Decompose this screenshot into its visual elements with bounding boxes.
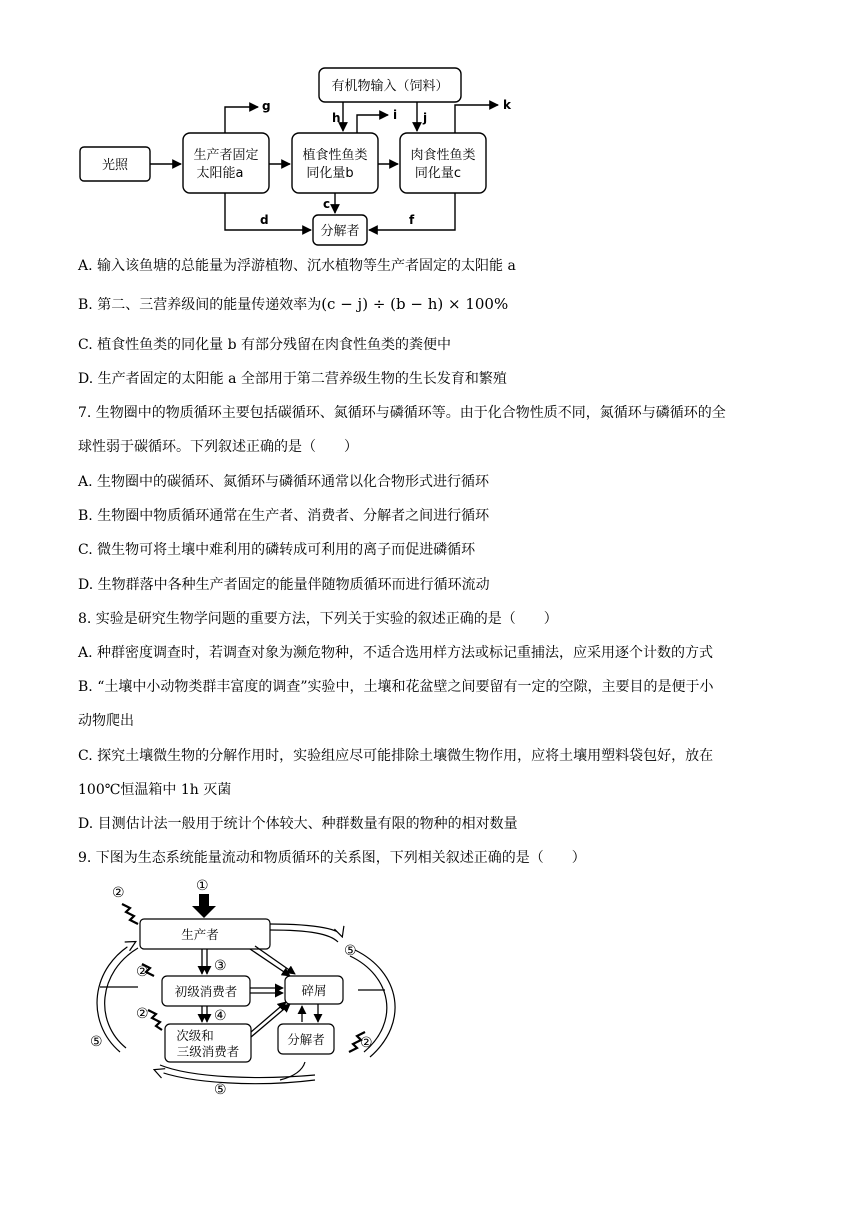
marker-3: ③ — [214, 958, 227, 974]
q6-option-c: C. 植食性鱼类的同化量 b 有部分残留在肉食性鱼类的粪便中 — [78, 337, 451, 353]
q8-option-c-line2: 100℃恒温箱中 1h 灭菌 — [78, 782, 232, 798]
q8-option-d: D. 目测估计法一般用于统计个体较大、种群数量有限的物种的相对数量 — [78, 816, 518, 832]
sunlight-input-arrow — [192, 894, 216, 918]
label-organic-input: 有机物输入（饲料） — [331, 79, 449, 94]
label-producer-2: 太阳能a — [196, 166, 244, 181]
q6-option-b-text: B. 第二、三营养级间的能量传递效率为 — [78, 297, 322, 313]
q6-option-b-formula: (c − j) ÷ (b − h) × 100% — [321, 295, 509, 313]
energy-flow-diagram-fishpond — [70, 60, 530, 255]
label-carnivore-1: 肉食性鱼类 — [410, 148, 476, 163]
q6-option-d: D. 生产者固定的太阳能 a 全部用于第二营养级生物的生长发育和繁殖 — [78, 371, 507, 387]
q7-option-a: A. 生物圈中的碳循环、氮循环与磷循环通常以化合物形式进行循环 — [78, 474, 490, 490]
q7-option-b: B. 生物圈中物质循环通常在生产者、消费者、分解者之间进行循环 — [78, 508, 490, 524]
arrow-label-f: f — [409, 213, 415, 227]
q8-option-b-line1: B. “土壤中小动物类群丰富度的调查”实验中，土壤和花盆壁之间要留有一定的空隙，主要目的是便于小 — [78, 679, 714, 695]
q9-stem: 9. 下图为生态系统能量流动和物质循环的关系图，下列相关叙述正确的是（ ） — [78, 850, 586, 866]
box-carnivore — [400, 133, 486, 193]
box-producer — [183, 133, 269, 193]
arrow-label-c: c — [323, 197, 331, 211]
q8-option-a: A. 种群密度调查时，若调查对象为濒危物种，不适合选用样方法或标记重捕法，应采用逐个计数的方式 — [78, 645, 714, 661]
box-herbivore — [292, 133, 378, 193]
label-decomposer-2: 分解者 — [287, 1032, 325, 1047]
q8-option-c-line1: C. 探究土壤微生物的分解作用时，实验组应尽可能排除土壤微生物作用，应将土壤用塑料袋包好，放在 — [78, 748, 714, 764]
marker-1: ① — [196, 878, 209, 894]
arrow-label-g: g — [262, 99, 271, 113]
marker-2-primary: ② — [136, 964, 149, 980]
label-producer: 生产者 — [181, 927, 219, 942]
label-light: 光照 — [101, 158, 129, 173]
arrow-label-j: j — [423, 111, 428, 125]
marker-5-right: ⑤ — [344, 943, 357, 959]
marker-2-decomposer: ② — [360, 1035, 373, 1051]
label-secondary-2: 三级消费者 — [176, 1044, 240, 1059]
q6-option-a: A. 输入该鱼塘的总能量为浮游植物、沉水植物等生产者固定的太阳能 a — [78, 258, 516, 274]
q7-option-c: C. 微生物可将土壤中难利用的磷转成可利用的离子而促进磷循环 — [78, 542, 476, 558]
marker-5-bottom: ⑤ — [214, 1082, 227, 1098]
arrow-label-h: h — [332, 111, 341, 125]
label-secondary-1: 次级和 — [176, 1028, 214, 1043]
marker-5-left: ⑤ — [90, 1034, 103, 1050]
label-detritus: 碎屑 — [301, 983, 327, 998]
label-herbivore-1: 植食性鱼类 — [302, 148, 368, 163]
q6-option-b — [78, 294, 508, 315]
label-decomposer: 分解者 — [320, 224, 360, 239]
q8-option-b-line2: 动物爬出 — [78, 713, 134, 729]
arrow-label-i: i — [393, 108, 398, 122]
arrow-label-d: d — [260, 213, 269, 227]
energy-matter-cycle-diagram — [80, 872, 420, 1102]
q8-stem: 8. 实验是研究生物学问题的重要方法，下列关于实验的叙述正确的是（ ） — [78, 611, 558, 627]
label-carnivore-2: 同化量c — [414, 166, 462, 181]
label-herbivore-2: 同化量b — [306, 166, 354, 181]
marker-4: ④ — [214, 1008, 227, 1024]
label-primary-consumer: 初级消费者 — [174, 984, 238, 999]
marker-2-top: ② — [112, 885, 125, 901]
marker-2-secondary: ② — [136, 1006, 149, 1022]
q7-stem-line2: 球性弱于碳循环。下列叙述正确的是（ ） — [78, 439, 358, 455]
label-producer-1: 生产者固定 — [193, 148, 259, 163]
arrow-label-k: k — [503, 98, 511, 112]
q7-option-d: D. 生物群落中各种生产者固定的能量伴随物质循环而进行循环流动 — [78, 577, 490, 593]
q7-stem-line1: 7. 生物圈中的物质循环主要包括碳循环、氮循环与磷循环等。由于化合物性质不同，氮循环与磷循环的全 — [78, 405, 726, 421]
